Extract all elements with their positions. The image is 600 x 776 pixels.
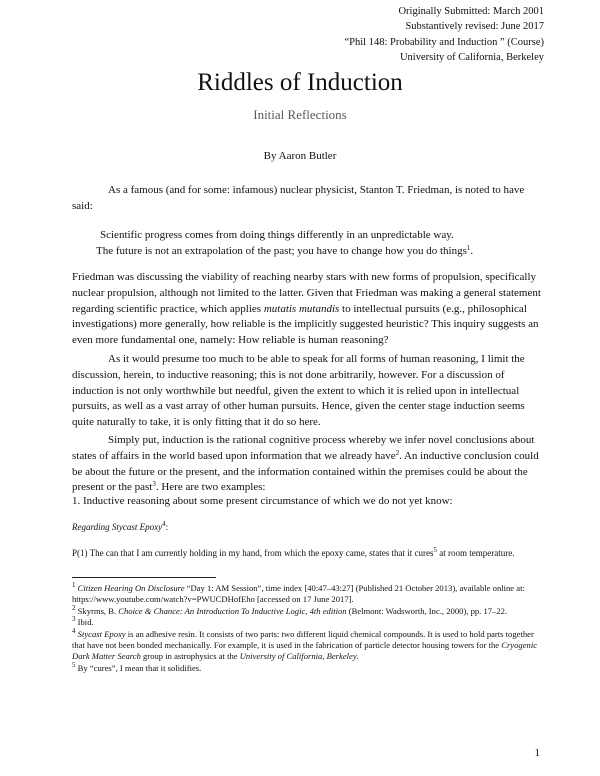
footnote-ref-2[interactable]: 2 — [395, 448, 400, 457]
document-subtitle: Initial Reflections — [253, 107, 347, 122]
premise-1-text-a: P(1) The can that I am currently holding in my hand, from which the epoxy came, states that it cures — [72, 548, 434, 558]
footnote-ref-5[interactable]: 5 — [433, 546, 437, 554]
premise-1 — [72, 548, 546, 559]
header-line-submitted: Originally Submitted: March 2001 — [398, 6, 544, 17]
intro-paragraph: As a famous (and for some: infamous) nuclear physicist, Stanton T. Friedman, is noted to have said: — [72, 184, 525, 212]
document-title: Riddles of Induction — [197, 69, 403, 96]
paragraph-definition-text-a: Simply put, induction is the rational cognitive process whereby we infer novel conclusions about states of affairs in the world based upon information that we already have — [72, 434, 535, 462]
paragraph-friedman-text-a: Friedman was discussing the viability of reaching nearby stars with new forms of propulsion, specifically nuclear propulsion, although not limited to the latter. Given that Friedman was making a general statement regarding scientific practice, which applies — [72, 271, 541, 315]
submission-header — [345, 4, 544, 66]
paragraph-friedman — [72, 270, 546, 349]
paragraph-inductive-reasoning: As it would presume too much to be able to speak for all forms of human reasoning, I limit the discussion, herein, to inductive reasoning; this is not done arbitrarily, however. For a discussion of induction is not only worthwhile but needful, given the extent to which it is relied upon in intellectual pursuits, as well as a vast array of other human pursuits. Hence, given the center stage induction seems quite naturally to take, it is only fitting that it do so here. — [72, 353, 525, 429]
footnote-3-text: Ibid. — [75, 617, 94, 628]
quote-line-2 — [96, 243, 540, 259]
footnote-ref-3[interactable]: 3 — [152, 480, 156, 489]
author-byline: By Aaron Butler — [263, 150, 337, 162]
footnote-5-number: 5 — [72, 660, 76, 669]
footnote-ref-4[interactable]: 4 — [162, 520, 166, 528]
footnote-3-number: 3 — [72, 615, 76, 624]
list-item-1: 1. Inductive reasoning about some present circumstance of which we do not yet know: — [72, 495, 453, 507]
friedman-quote — [96, 227, 540, 259]
paragraph-definition-text-c: . Here are two examples: — [155, 481, 266, 494]
header-line-revised: Substantively revised: June 2017 — [405, 21, 544, 33]
footnote-1 — [72, 583, 546, 605]
footnote-2-text-b: (Belmont: Wadsworth, Inc., 2000), pp. 17–22. — [346, 605, 508, 616]
footnote-2-number: 2 — [72, 603, 76, 612]
footnote-4-term: Stycast Epoxy — [77, 629, 126, 640]
footnote-4 — [72, 629, 546, 661]
premise-1-text-b: at room temperature. — [436, 548, 515, 558]
footnote-1-number: 1 — [72, 581, 76, 589]
header-line-university: University of California, Berkeley — [399, 52, 544, 64]
footnote-ref-1[interactable]: 1 — [466, 244, 471, 252]
footnote-3 — [72, 617, 546, 628]
footnote-4-number: 4 — [72, 627, 76, 636]
footnote-5-text: By “cures”, I mean that it solidifies. — [75, 662, 202, 673]
page-number: 1 — [534, 747, 540, 759]
paragraph-friedman-text-b: to intellectual pursuits (e.g., philosophical investigations) more generally, how reliable is the implicitly suggested heuristic? This inquiry suggests an even more fundamental one, namely: How reliable is human reasoning? — [72, 302, 539, 347]
footnote-1-source-title: Citizen Hearing On Disclosure — [77, 583, 185, 593]
footnote-4-text-c: . — [356, 650, 359, 661]
footnote-4-university: University of California, Berkeley — [239, 650, 357, 661]
example-heading-end: : — [165, 522, 169, 532]
paragraph-induction-definition — [72, 433, 546, 496]
example-heading-text: Regarding Stycast Epoxy — [72, 522, 163, 532]
footnote-2-text-a: Skyrms, B. — [75, 605, 119, 616]
quote-line-1: Scientific progress comes from doing things differently in an unpredictable way. — [100, 229, 454, 241]
footnote-2 — [72, 603, 546, 617]
footnote-4-text-b: group in astrophysics at the — [140, 650, 240, 661]
footnote-4-text-a: is an adhesive resin. It consists of two parts: two different liquid chemical compounds. It is used to hold parts together that have not been bonded mechanically. For example, it is used in the fabrication of particle detector housing towers for the — [72, 629, 534, 650]
footnote-2-book-title: Choice & Chance: An Introduction To Inductive Logic, 4th edition — [118, 605, 347, 616]
footnotes — [72, 583, 546, 674]
paragraph-definition-text-b: . An inductive conclusion could be about the future or the present, and the information contained within the premises could be about the present or the past — [72, 449, 539, 494]
header-line-course: “Phil 148: Probability and Induction ” (Course) — [344, 36, 544, 48]
quote-line-2-text: The future is not an extrapolation of the past; you have to change how you do things — [96, 245, 467, 257]
footnote-4-project-name: Cryogenic Dark Matter Search — [72, 639, 538, 661]
footnote-1-text: “Day 1: AM Session”, time index [40:47–43:27] (Published 21 October 2013), available online at: https://www.youtube.com/watch?v=PWUCDHofEho [accessed on 17 June 2017]. — [72, 583, 525, 604]
mutatis-mutandis-phrase: mutatis mutandis — [263, 302, 340, 315]
example-heading — [72, 522, 546, 533]
footnote-divider — [72, 577, 216, 578]
footnote-5 — [72, 660, 546, 674]
quote-line-2-end: . — [470, 245, 474, 257]
